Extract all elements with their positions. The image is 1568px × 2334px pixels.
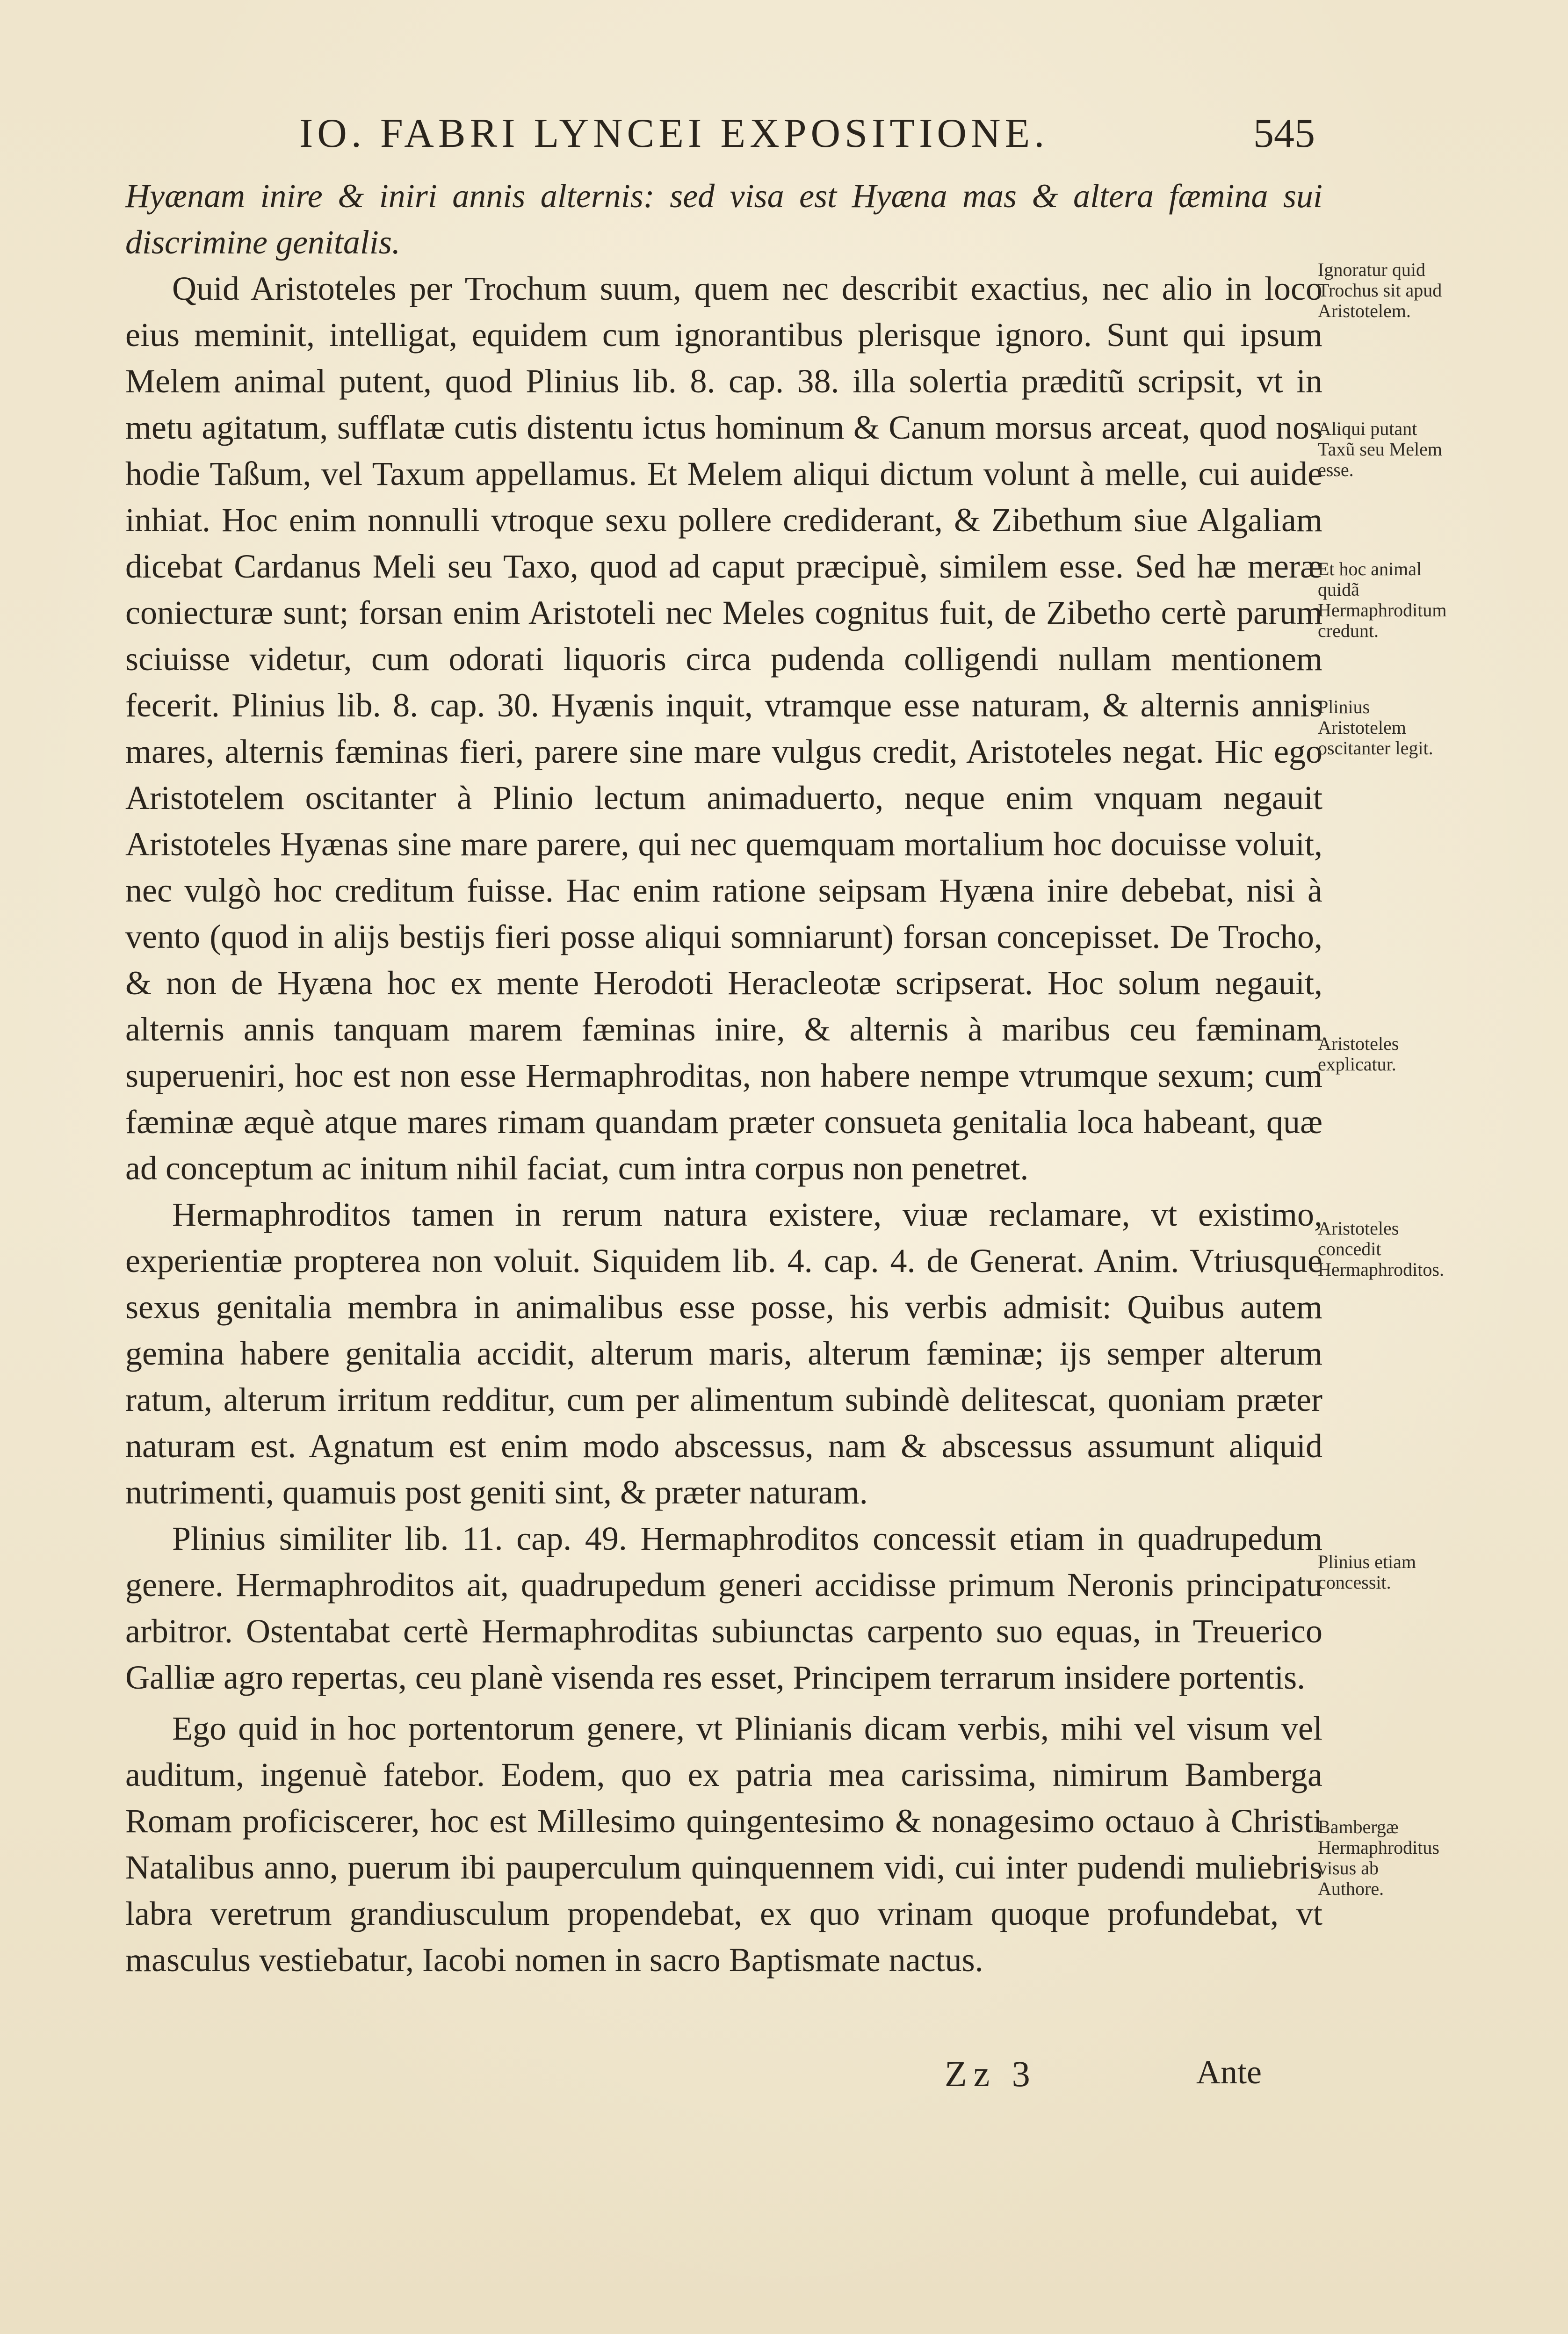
margin-note-7: Plinius etiam concessit.	[1318, 1551, 1416, 1593]
margin-note-5: Aristoteles explicatur.	[1318, 1033, 1399, 1075]
catchword: Ante	[1196, 2053, 1262, 2091]
margin-note-6: Aristoteles concedit Hermaphroditos.	[1318, 1218, 1444, 1280]
margin-note-4: Plinius Aristotelem oscitanter legit.	[1318, 696, 1433, 759]
paragraph-2: Quid Aristoteles per Trochum suum, quem nec describit exactius, nec alio in loco eius meminit, intelligat, equidem cum ignorantibus plerisque ignoro. Sunt qui ipsum Melem animal putent, quod Plinius lib. 8. cap. 38. illa solertia præditũ scripsit, vt in metu agitatum, sufflatæ cutis distentu ictus hominum & Canum morsus arceat, quod nos hodie Taßum, vel Taxum appellamus. Et Melem aliqui dictum volunt à melle, cui auide inhiat. Hoc enim nonnulli vtroque sexu pollere crediderant, & Zibethum siue Algaliam dicebat Cardanus Meli seu Taxo, quod ad caput præcipuè, similem esse. Sed hæ meræ coniecturæ sunt; forsan enim Aristoteli nec Meles cognitus fuit, de Zibetho certè parum sciuisse videtur, cum odorati liquoris circa pudenda colligendi nullam mentionem fecerit. Plinius lib. 8. cap. 30. Hyænis inquit, vtramque esse naturam, & alternis annis mares, alternis fæminas fieri, parere sine mare vulgus credit, Aristoteles negat. Hic ego Aristotelem oscitanter à Plinio lectum animaduerto, neque enim vnquam negauit Aristoteles Hyænas sine mare parere, qui nec quemquam mortalium hoc docuisse voluit, nec vulgò hoc creditum fuisse. Hac enim ratione seipsam Hyæna inire debebat, nisi à vento (quod in alijs bestijs fieri posse aliqui somniarunt) forsan concepisset. De Trocho, & non de Hyæna hoc ex mente Herodoti Heracleotæ scripserat. Hoc solum negauit, alternis annis tanquam marem fæminas inire, & alternis à maribus ceu fæminam superueniri, hoc est non esse Hermaphroditas, non habere nempe vtrumque sexum; cum fæminæ æquè atque mares rimam quandam præter consueta genitalia loca habeant, quæ ad conceptum ac initum nihil faciat, cum intra corpus non penetret.	[125, 270, 1322, 1187]
margin-note-2: Aliqui putant Taxũ seu Melem esse.	[1318, 418, 1443, 480]
page-number: 545	[1253, 111, 1315, 156]
signature-mark: Zz 3	[945, 2053, 1037, 2094]
paragraph-1: Hyænam inire & iniri annis alternis: sed visa est Hyæna mas & altera fæmina sui discrimine genitalis.	[125, 177, 1322, 261]
paragraph-5: Ego quid in hoc portentorum genere, vt Plinianis dicam verbis, mihi vel visum vel auditum, ingenuè fatebor. Eodem, quo ex patria mea carissima, nimirum Bamberga Romam proficiscerer, hoc est Millesimo quingentesimo & nonagesimo octauo à Christi Natalibus anno, puerum ibi pauperculum quinquennem vidi, cui inter pudendi muliebris labra veretrum grandiusculum propendebat, ex quo vrinam quoque profundebat, vt masculus vestiebatur, Iacobi nomen in sacro Baptismate nactus.	[125, 1710, 1322, 1979]
margin-note-8: Bambergæ Hermaphroditus visus ab Authore.	[1318, 1816, 1439, 1899]
running-head: IO. FABRI LYNCEI EXPOSITIONE.	[299, 111, 1049, 156]
main-text	[125, 173, 1322, 1983]
margin-note-1: Ignoratur quid Trochus sit apud Aristotelem.	[1318, 259, 1442, 321]
margin-note-3: Et hoc animal quidã Hermaphroditum credunt.	[1318, 558, 1447, 641]
paragraph-4: Plinius similiter lib. 11. cap. 49. Hermaphroditos concessit etiam in quadrupedum genere. Hermaphroditos ait, quadrupedum generi accidisse primum Neronis principatu arbitror. Ostentabat certè Hermaphroditas subiunctas carpento suo equas, in Treuerico Galliæ agro repertas, ceu planè visenda res esset, Principem terrarum insidere portentis.	[125, 1520, 1322, 1696]
paragraph-3: Hermaphroditos tamen in rerum natura existere, viuæ reclamare, vt existimo, experientiæ propterea non voluit. Siquidem lib. 4. cap. 4. de Generat. Anim. Vtriusque sexus genitalia membra in animalibus esse posse, his verbis admisit: Quibus autem gemina habere genitalia accidit, alterum maris, alterum fæminæ; ijs semper alterum ratum, alterum irritum redditur, cum per alimentum subindè delitescat, quoniam præter naturam est. Agnatum est enim modo abscessus, nam & abscessus assumunt aliquid nutrimenti, quamuis post geniti sint, & præter naturam.	[125, 1196, 1322, 1511]
